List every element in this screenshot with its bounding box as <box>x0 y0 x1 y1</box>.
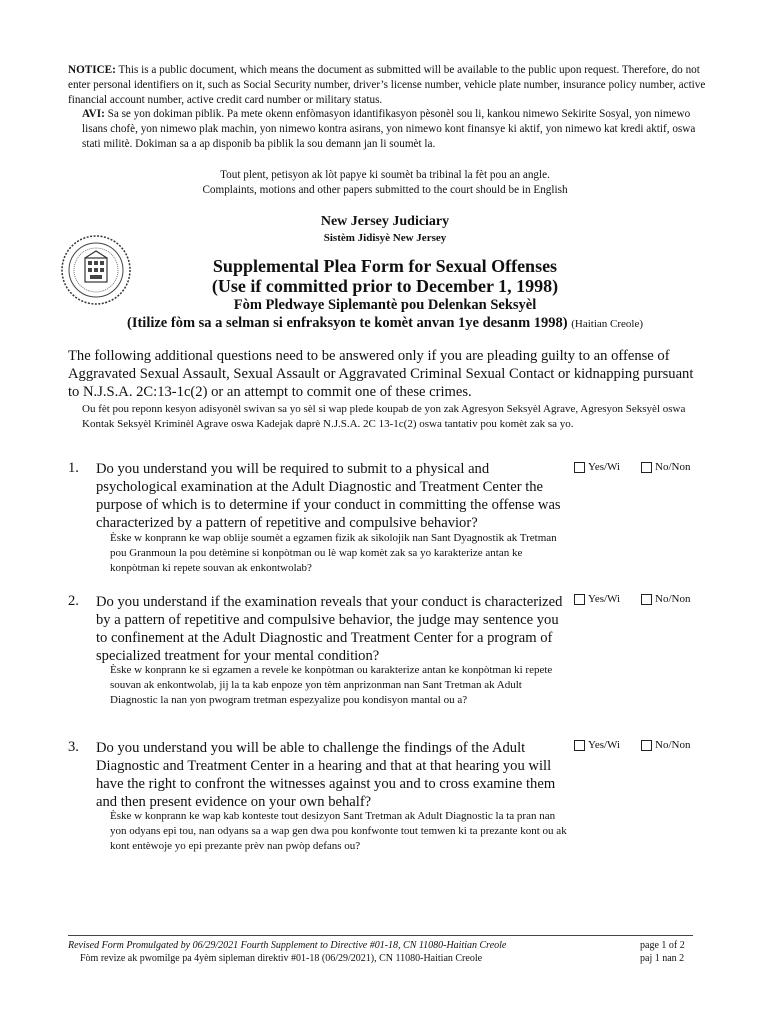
question-3-no-option[interactable] <box>641 739 690 751</box>
intro-text-ht: Ou fèt pou reponn kesyon adisyonèl swivan sa yo sèl si wap plede koupab de yon zak Agresyon Seksyèl Agrave, Agresyon Seksyèl oswa Kontak Seksyèl Kriminèl Agrave oswa Kadejak daprè N.J.S.A. 2C 13-1c(2) oswa tantativ pou komèt zak sa yo. <box>82 403 686 430</box>
question-1-yes-checkbox[interactable] <box>574 462 585 473</box>
question-3-yes-label: Yes/Wi <box>588 739 621 751</box>
question-3-no-label: No/Non <box>655 739 691 751</box>
footer-page-number <box>640 939 685 965</box>
question-2-yes-checkbox[interactable] <box>574 594 585 605</box>
question-3-text-ht: Èske w konprann ke wap kab konteste tout desizyon Sant Tretman ak Adult Diagnostic la ta pran nan yon odyans epi tou, nan odyans sa a wap gen dwa pou konfwonte tout temwen ki ta prezante kont ou ak kont entèwoje yo epi prezante prèv nan pwòp defans ou? <box>110 810 567 852</box>
question-2-yes-option[interactable] <box>574 593 620 605</box>
question-2-number: 2. <box>68 593 79 609</box>
form-title-date-note: (Use if committed prior to December 1, 1998) <box>211 276 559 296</box>
judiciary-name: New Jersey Judiciary <box>320 214 450 229</box>
question-1-no-option[interactable] <box>641 461 690 473</box>
intro-text-en: The following additional questions need to be answered only if you are pleading guilty to an offense of Aggravated Sexual Assault, Sexual Assault or Aggravated Criminal Sexual Contact or kidnapping pursuant to N.J.S.A. 2C:13-1c(2) or an attempt to commit one of these crimes. <box>68 348 694 400</box>
footer-revision-en: Revised Form Promulgated by 06/29/2021 Fourth Supplement to Directive #01-18, CN 11080-Haitian Creole <box>68 940 507 951</box>
footer-revision-ht: Fòm revize ak pwomilge pa 4yèm sipleman direktiv #01-18 (06/29/2021), CN 11080-Haitian Creole <box>80 953 483 964</box>
question-3-yes-checkbox[interactable] <box>574 740 585 751</box>
language-note-ht: Tout plent, petisyon ak lòt papye ki soumèt ba tribinal la fèt pou an angle. <box>220 169 550 181</box>
question-1-text-ht: Èske w konprann ke wap oblije soumèt a egzamen fizik ak sikolojik nan Sant Dyagnostik ak Tretman pou Granmoun la pou detèmine si konpòtman ou lè wap komèt zak sa yo karakterize antan ke konpòtman ki repete souvan ak enkontwolab? <box>110 532 557 574</box>
question-3-no-checkbox[interactable] <box>641 740 652 751</box>
footer-divider <box>68 935 693 936</box>
question-3-number: 3. <box>68 739 79 755</box>
avi-text: Sa se yon dokiman piblik. Pa mete okenn enfòmasyon idantifikasyon pèsonèl sou li, kankou nimewo Sekirite Sosyal, yon nimewo lisans chofè, yon nimewo plak machin, yon nimewo kontra asirans, yon nimewo kont finansye ki aktif, yon nimewo kat kredi aktif, oswa stati militè. Dokiman sa a ap disponib ba piblik la sou demann jan li soumèt la. <box>82 108 696 150</box>
form-title-ht: Fòm Pledwaye Siplemantè pou Delenkan Seksyèl <box>233 297 537 313</box>
question-1-yes-label: Yes/Wi <box>588 461 621 473</box>
question-3-yes-option[interactable] <box>574 739 620 751</box>
form-title-ht-note <box>0 315 770 332</box>
form-title-ht-date-note: (Itilize fòm sa a selman si enfraksyon te komèt anvan 1ye desanm 1998) <box>126 315 568 331</box>
notice-paragraph <box>68 63 708 108</box>
question-2-text-ht: Èske w konprann ke si egzamen a revele ke konpòtman ou karakterize antan ke konpòtman ki repete souvan ak enkontwolab, jij la ta kab enpoze yon tèm anprizonman nan Sant Tretman ak Adult Diagnostic la nan yon pwogram tretman espezyalize pou kondisyon mantal ou a? <box>110 664 553 706</box>
notice-label: NOTICE: <box>68 64 116 76</box>
page-number-en: page 1 of 2 <box>640 940 685 951</box>
page-number-ht: paj 1 nan 2 <box>640 953 685 964</box>
language-note-en: Complaints, motions and other papers submitted to the court should be in English <box>202 184 568 196</box>
question-1-no-label: No/Non <box>655 461 691 473</box>
form-title: Supplemental Plea Form for Sexual Offenses <box>212 256 558 276</box>
question-1-yes-option[interactable] <box>574 461 620 473</box>
question-3-text: Do you understand you will be able to challenge the findings of the Adult Diagnostic and Treatment Center in a hearing and that at that hearing you will have the right to confront the witnesses against you and to cross examine them and then present evidence on your own behalf? <box>96 740 556 810</box>
notice-text: This is a public document, which means the document as submitted will be available to the public upon request. Therefore, do not enter personal identifiers on it, such as Social Security number, driver’s license number, vehicle plate number, insurance policy number, active financial account number, active credit card number or military status. <box>68 64 706 106</box>
question-2-no-label: No/Non <box>655 593 691 605</box>
language-label: (Haitian Creole) <box>571 318 644 330</box>
question-1-number: 1. <box>68 460 79 476</box>
question-2-no-checkbox[interactable] <box>641 594 652 605</box>
question-2-no-option[interactable] <box>641 593 690 605</box>
judiciary-name-ht: Sistèm Jidisyè New Jersey <box>323 232 447 244</box>
question-1-text: Do you understand you will be required to submit to a physical and psychological examination at the Adult Diagnostic and Treatment Center the purpose of which is to determine if your conduct in committing the offense was characterized by a pattern of repetitive and compulsive behavior? <box>96 461 561 531</box>
avi-label: AVI: <box>82 108 105 120</box>
avi-paragraph <box>82 107 702 152</box>
question-2-yes-label: Yes/Wi <box>588 593 621 605</box>
question-1-no-checkbox[interactable] <box>641 462 652 473</box>
footer-revision-info <box>68 939 506 965</box>
question-2-text: Do you understand if the examination reveals that your conduct is characterized by a pattern of repetitive and compulsive behavior, the judge may sentence you to confinement at the Adult Diagnostic and Treatment Center for a program of specialized treatment for your mental condition? <box>96 594 563 664</box>
